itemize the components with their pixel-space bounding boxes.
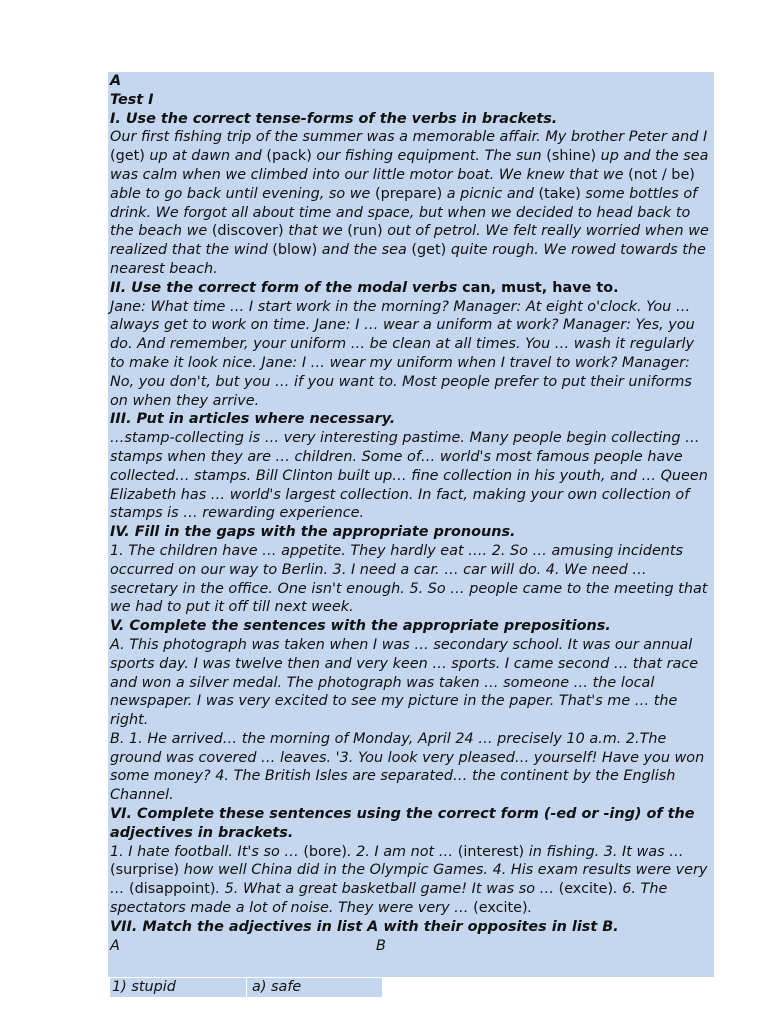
list-a-label: A [110,937,120,954]
list-b-label: B [376,937,386,954]
test-title: Test I [110,91,154,108]
section-4-heading: IV. Fill in the gaps with the appropriate pronouns. [110,524,516,541]
test-document [110,72,710,955]
list-b-item-a: a) safe [247,978,382,997]
section-5-heading: V. Complete the sentences with the appropriate prepositions. [110,618,611,635]
section-3-text: …stamp-collecting is … very interesting pastime. Many people begin collecting … stamps when they are … children. Some of… world's most famous people have collected… stamps. Bill Clinton built up… fine collection in his youth, and … Queen Elizabeth has … world's largest collection. In fact, making your own collection of stamps is … rewarding experience. [110,430,708,522]
section-5-text-b: B. 1. He arrived… the morning of Monday, April 24 … precisely 10 a.m. 2.The ground was covered … leaves. '3. You look very pleased… yourself! Have you won some money? 4. The British Isles are separated… the continent by the English Channel. [110,730,705,804]
section-1-heading: I. Use the correct tense-forms of the verbs in brackets. [110,110,558,127]
section-2-heading: II. Use the correct form of the modal verbs can, must, have to. [110,279,619,296]
section-6-text: 1. I hate football. It's so … (bore). 2. I am not … (interest) in fishing. 3. It was … (surprise) how well China did in the Olympic Games. 4. His exam results were very … (disappoint). 5. What a great basketball game! It was so … (excite). 6. The spectators made a lot of noise. They were very … (excite). [110,843,708,917]
section-1-text: Our first fishing trip of the summer was a memorable affair. My brother Peter and I (get) up at dawn and (pack) our fishing equipment. The sun (shine) up and the sea was calm when we climbed into our little motor boat. We knew that we (not / be) able to go back until evening, so we (prepare) a picnic and (take) some bottles of drink. We forgot all about time and space, but when we decided to head back to the beach we (discover) that we (run) out of petrol. We felt really worried when we realized that the wind (blow) and the sea (get) quite rough. We rowed towards the nearest beach. [110,129,709,277]
section-5-text-a: A. This photograph was taken when I was … secondary school. It was our annual sports day. I was twelve then and very keen … sports. I came second … that race and won a silver medal. The photograph was taken … someone … the local newspaper. I was very excited to see my picture in the paper. That's me … the right. [110,636,699,729]
section-7-heading: VII. Match the adjectives in list A with their opposites in list B. [110,918,619,935]
section-4-text: 1. The children have … appetite. They hardly eat …. 2. So … amusing incidents occurred on our way to Berlin. 3. I need a car. … car will do. 4. We need … secretary in the office. One isn't enough. 5. So … people came to the meeting that we had to put it off till next week. [110,542,708,616]
section-3-heading: III. Put in articles where necessary. [110,411,396,428]
list-labels-row [110,937,710,956]
variant-label: A [110,73,122,89]
section-2-text: Jane: What time … I start work in the morning? Manager: At eight o'clock. You … always get to work on time. Jane: I … wear a uniform at work? Manager: Yes, you do. And remember, your uniform … be clean at all times. You … wash it regularly to make it look nice. Jane: I … wear my uniform when I travel to work? Manager: No, you don't, but you … if you want to. Most people prefer to put their uniforms on when they arrive. [110,298,695,409]
section-6-heading: VI. Complete these sentences using the correct form (-ed or -ing) of the adjectives in brackets. [110,806,695,841]
list-a-item-1: 1) stupid [110,978,246,997]
